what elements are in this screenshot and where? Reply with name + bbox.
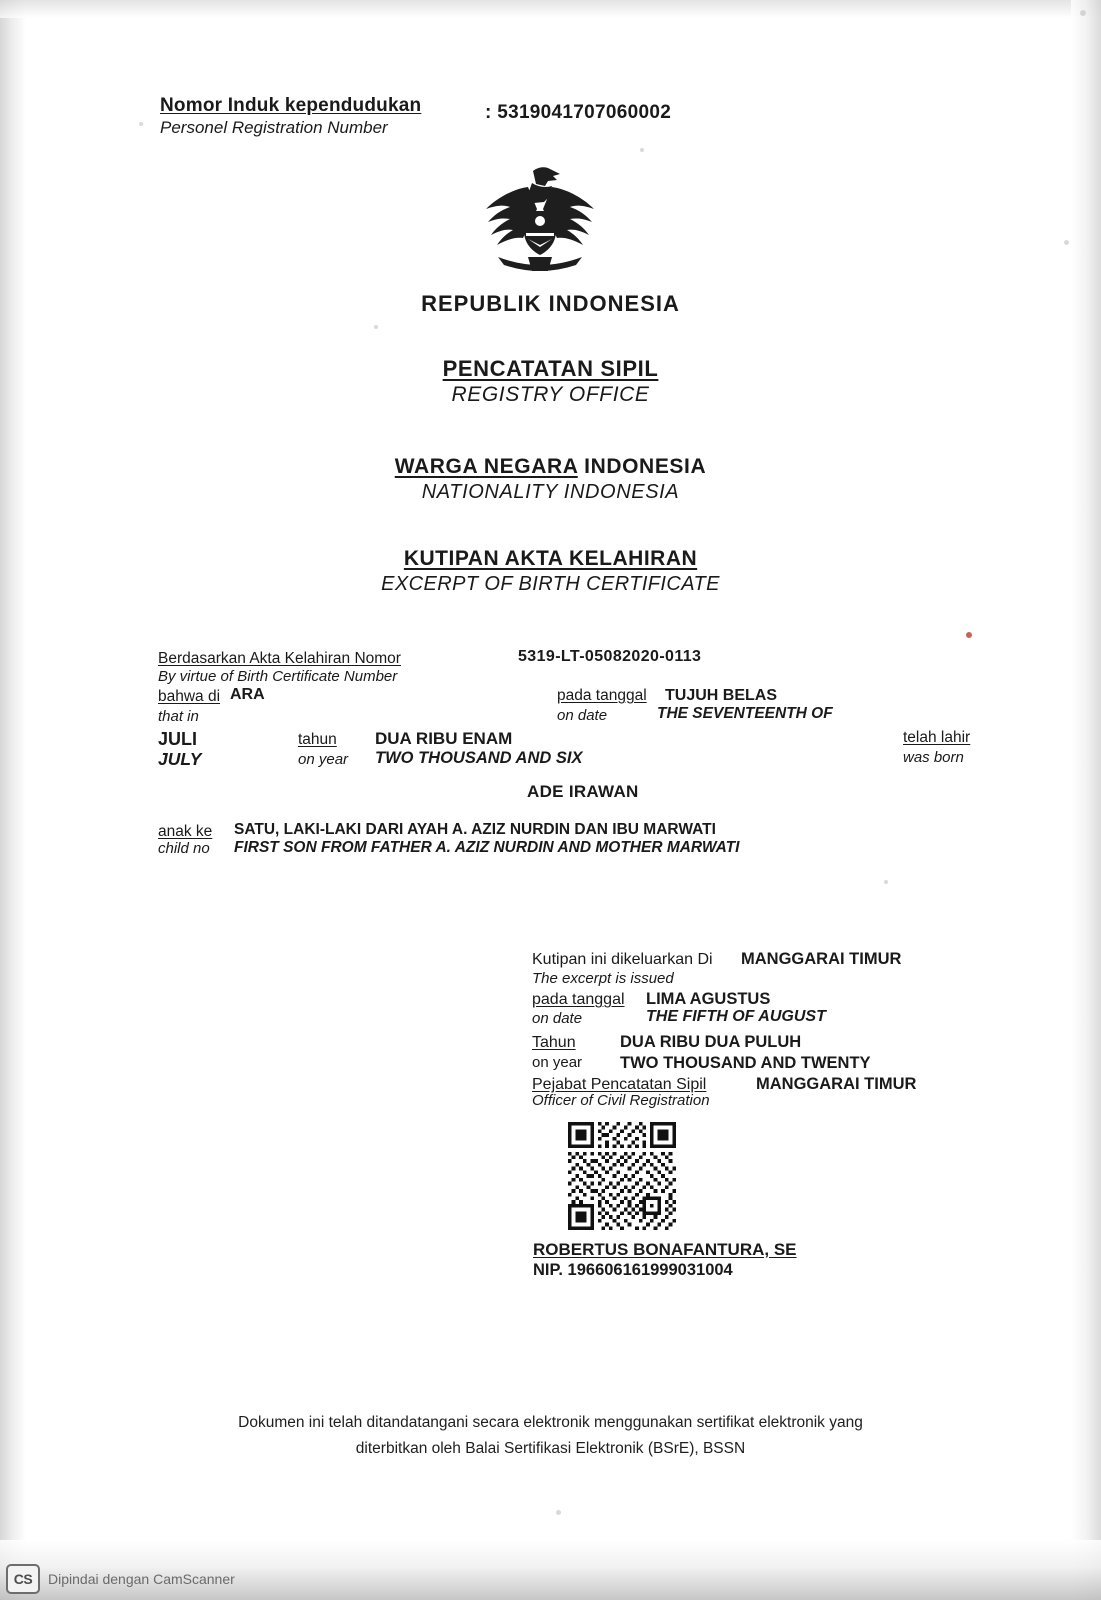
issued-label-en: The excerpt is issued — [532, 970, 674, 987]
camscanner-badge-icon: CS — [6, 1564, 40, 1594]
issued-year-value-id: DUA RIBU DUA PULUH — [620, 1033, 802, 1051]
birth-year-value-id: DUA RIBU ENAM — [375, 729, 513, 748]
nationality-heading-id-country: INDONESIA — [584, 455, 707, 478]
birth-date-value-id: TUJUH BELAS — [665, 687, 778, 704]
birth-year-value-en: TWO THOUSAND AND SIX — [375, 749, 583, 767]
issued-label-id: Kutipan ini dikeluarkan Di — [532, 951, 713, 968]
based-on-label-id: Berdasarkan Akta Kelahiran Nomor — [158, 650, 401, 667]
birth-month-id: JULI — [158, 729, 198, 749]
was-born-label-id: telah lahir — [903, 729, 971, 746]
child-no-label-id: anak ke — [158, 823, 213, 840]
parentage-value-id: SATU, LAKI-LAKI DARI AYAH A. AZIZ NURDIN DAN IBU MARWATI — [234, 821, 716, 838]
electronic-signature-note-line2: diterbitkan oleh Balai Sertifikasi Elektronik (BSrE), BSSN — [355, 1440, 746, 1457]
registration-number-label-id: Nomor Induk kependudukan — [160, 95, 422, 116]
birth-date-label-en: on date — [557, 707, 608, 724]
registration-number-label-en: Personel Registration Number — [160, 118, 388, 137]
certificate-title-id: KUTIPAN AKTA KELAHIRAN — [403, 547, 698, 570]
camscanner-watermark — [6, 1564, 235, 1594]
nationality-heading-en: NATIONALITY INDONESIA — [421, 481, 680, 503]
issued-year-label-en: on year — [532, 1054, 583, 1071]
certificate-number-value: 5319-LT-05082020-0113 — [518, 648, 702, 665]
place-label-id: bahwa di — [158, 688, 221, 705]
issued-date-label-id: pada tanggal — [532, 991, 625, 1008]
place-label-en: that in — [158, 708, 199, 725]
signer-name: ROBERTUS BONAFANTURA, SE — [533, 1240, 797, 1259]
birth-date-label-id: pada tanggal — [557, 687, 647, 704]
nationality-heading-id-underlined: WARGA NEGARA — [394, 455, 578, 478]
issued-date-value-en: THE FIFTH OF AUGUST — [646, 1008, 826, 1025]
officer-label-en: Officer of Civil Registration — [532, 1092, 710, 1109]
officer-region-value: MANGGARAI TIMUR — [756, 1075, 917, 1093]
issued-date-label-en: on date — [532, 1010, 583, 1027]
place-value: ARA — [230, 686, 265, 703]
was-born-label-en: was born — [903, 749, 964, 766]
birth-month-en: JULY — [158, 749, 202, 769]
camscanner-watermark-text: Dipindai dengan CamScanner — [48, 1571, 235, 1587]
qr-code — [568, 1122, 676, 1230]
certificate-title-en: EXCERPT OF BIRTH CERTIFICATE — [381, 573, 720, 595]
issued-year-value-en: TWO THOUSAND AND TWENTY — [620, 1054, 871, 1072]
child-no-label-en: child no — [158, 840, 210, 857]
child-name-value: ADE IRAWAN — [527, 782, 639, 801]
issued-date-value-id: LIMA AGUSTUS — [646, 990, 771, 1008]
republic-heading: REPUBLIK INDONESIA — [421, 291, 680, 316]
electronic-signature-note — [0, 1410, 1101, 1462]
officer-label-id: Pejabat Pencatatan Sipil — [532, 1076, 707, 1093]
based-on-label-en: By virtue of Birth Certificate Number — [158, 668, 398, 685]
year-label-id: tahun — [298, 731, 337, 748]
year-label-en: on year — [298, 751, 349, 768]
registration-number-value: : 5319041707060002 — [485, 102, 672, 123]
electronic-signature-note-line1: Dokumen ini telah ditandatangani secara elektronik menggunakan sertifikat elektronik yang — [238, 1414, 863, 1431]
registry-office-heading-en: REGISTRY OFFICE — [451, 383, 650, 406]
signer-nip: NIP. 196606161999031004 — [533, 1261, 733, 1279]
registry-office-heading-id: PENCATATAN SIPIL — [442, 356, 659, 381]
parentage-value-en: FIRST SON FROM FATHER A. AZIZ NURDIN AND MOTHER MARWATI — [234, 839, 740, 856]
birth-date-value-en: THE SEVENTEENTH OF — [657, 705, 833, 722]
issued-year-label-id: Tahun — [532, 1034, 576, 1051]
issued-place-value: MANGGARAI TIMUR — [741, 950, 902, 968]
